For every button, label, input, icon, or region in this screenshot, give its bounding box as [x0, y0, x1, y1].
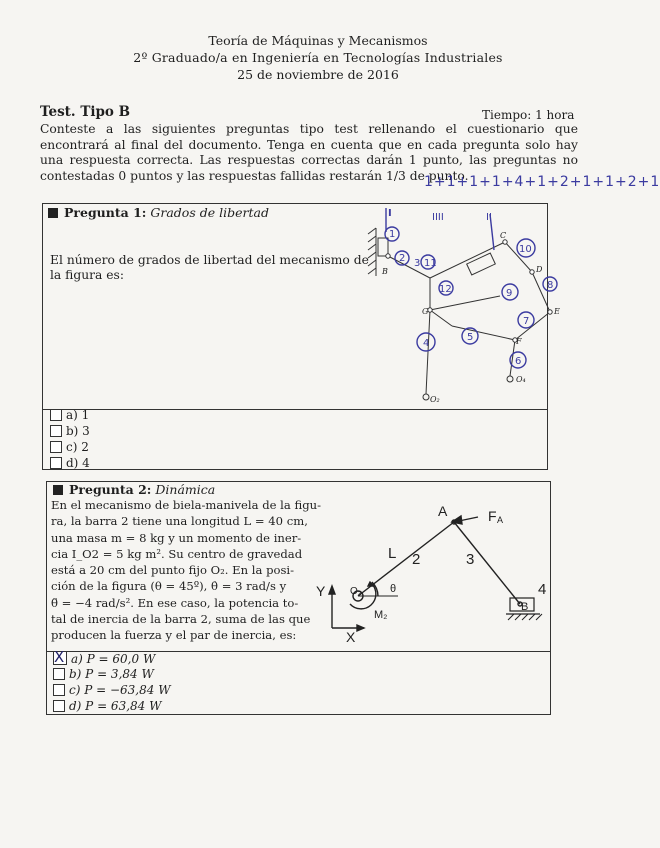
- checkbox[interactable]: [50, 425, 62, 437]
- handwritten-sum: 1+1+1+1+4+1+2+1+1+2+1: [424, 174, 660, 190]
- q2-option-b[interactable]: [53, 667, 154, 681]
- question-2-topic: Dinámica: [155, 482, 216, 497]
- question-2-header: [53, 482, 215, 497]
- ground-pivot-o2: [423, 394, 429, 400]
- label-m2: M₂: [374, 609, 388, 621]
- ground-hatch: [508, 614, 542, 620]
- text-line: tal de inercia de la barra 2, suma de las que: [51, 612, 311, 627]
- checkbox[interactable]: [53, 648, 67, 666]
- option-text: a) 1: [66, 408, 90, 422]
- ink-label: 2: [399, 253, 406, 264]
- label-x: X: [346, 629, 356, 645]
- instructions: Conteste a las siguientes preguntas tipo test rellenando el cuestionario que encontrará al final del documento. Tenga en cuenta que en cada pregunta solo hay una respuesta correcta. Las respuestas correctas darán 1 punto, las preguntas no contestadas 0 puntos y las respuestas fallidas restarán 1/3 de punto.: [40, 122, 578, 183]
- link: [452, 326, 515, 340]
- mechanism-figure: [360, 206, 570, 406]
- ink-label: 12: [439, 284, 452, 295]
- point-label: O₄: [516, 375, 526, 384]
- point-label: C: [500, 231, 507, 240]
- test-title: Test. Tipo B: [40, 104, 131, 120]
- label-a: A: [438, 503, 448, 519]
- label-y: Y: [316, 583, 326, 599]
- label-theta: θ: [390, 583, 397, 595]
- label-o2: O₂: [350, 586, 362, 597]
- point-label: O₂: [430, 395, 440, 404]
- q2-option-c[interactable]: [53, 683, 171, 697]
- point-label: G: [422, 307, 429, 316]
- question-1-text-line-1: El número de grados de libertad del mecanismo de: [50, 253, 369, 267]
- checkbox[interactable]: [53, 668, 65, 680]
- degree-title: 2º Graduado/a en Ingeniería en Tecnologías Industriales: [133, 50, 503, 65]
- link: [430, 296, 500, 310]
- test-time: Tiempo: 1 hora: [482, 108, 575, 122]
- point-label: D: [536, 265, 543, 274]
- q1-option-d[interactable]: [50, 456, 90, 470]
- checkbox[interactable]: [53, 700, 65, 712]
- text-line: θ̈ = −4 rad/s². En ese caso, la potencia to-: [51, 595, 299, 610]
- ink-label: II: [486, 212, 492, 223]
- link: [430, 310, 452, 326]
- link: [426, 310, 430, 394]
- ink-label: 4: [423, 338, 430, 349]
- ink-label: IIII: [432, 212, 444, 223]
- question-2-text: [51, 497, 321, 644]
- option-text: d) P = 63,84 W: [69, 699, 162, 713]
- ink-label: 1: [389, 229, 396, 240]
- arrowhead: [357, 625, 364, 631]
- option-text: c) P = −63,84 W: [69, 683, 171, 697]
- text-line: ra, la barra 2 tiene una longitud L = 40 cm,: [51, 514, 308, 529]
- text-line: En el mecanismo de biela-manivela de la figu-: [51, 498, 322, 512]
- selected-mark: X: [54, 648, 65, 666]
- option-text: d) 4: [66, 456, 90, 470]
- course-title: Teoría de Máquinas y Mecanismos: [208, 33, 428, 48]
- ink-label: 5: [467, 332, 474, 343]
- ink-label: 3: [414, 258, 421, 269]
- point-label: E: [554, 307, 560, 316]
- text-line: una masa m = 8 kg y un momento de iner-: [51, 530, 302, 545]
- square-bullet-icon: [48, 208, 58, 218]
- q1-option-b[interactable]: [50, 424, 90, 438]
- exam-date: 25 de noviembre de 2016: [237, 67, 399, 82]
- arrowhead: [329, 586, 335, 594]
- question-1-topic: Grados de libertad: [150, 205, 269, 220]
- divider: [43, 409, 547, 410]
- ink-label: 6: [515, 356, 522, 367]
- ground-pivot-o4: [507, 376, 513, 382]
- question-1-label: Pregunta 1:: [64, 205, 147, 220]
- text-line: cia I_O2 = 5 kg m². Su centro de gravedad: [51, 546, 303, 561]
- slider-block: [378, 238, 388, 256]
- slider-block: [467, 253, 496, 275]
- ink-label: 9: [506, 288, 513, 299]
- option-text: b) 3: [66, 424, 90, 438]
- slider-crank-figure: [312, 500, 548, 646]
- label-l: L: [388, 545, 397, 562]
- checkbox[interactable]: [50, 409, 62, 421]
- ink-label: 11: [424, 258, 437, 269]
- text-line: está a 20 cm del punto fijo O₂. En la posi-: [51, 563, 295, 578]
- option-text: a) P = 60,0 W: [71, 652, 156, 666]
- q2-option-a[interactable]: [53, 648, 156, 666]
- q1-option-c[interactable]: [50, 440, 89, 454]
- point-label: F: [516, 337, 522, 346]
- q2-option-d[interactable]: [53, 699, 161, 713]
- ink-label: 10: [519, 244, 532, 255]
- text-line: ción de la figura (θ = 45º), θ̇ = 3 rad/s y: [51, 579, 287, 594]
- point-label: B: [382, 267, 388, 276]
- option-text: c) 2: [66, 440, 89, 454]
- q1-option-a[interactable]: [50, 408, 89, 422]
- question-2-label: Pregunta 2:: [69, 482, 152, 497]
- question-1-text-line-2: la figura es:: [50, 268, 125, 282]
- checkbox[interactable]: [50, 457, 62, 469]
- option-text: b) P = 3,84 W: [69, 667, 154, 681]
- question-1-header: [48, 205, 269, 220]
- label-link-4: 4: [538, 581, 547, 598]
- ink-label: 8: [547, 280, 554, 291]
- label-fa: F: [488, 508, 497, 524]
- wall-hatch: [368, 228, 376, 274]
- checkbox[interactable]: [53, 684, 65, 696]
- checkbox[interactable]: [50, 441, 62, 453]
- text-line: producen la fuerza y el par de inercia, es:: [51, 628, 297, 643]
- square-bullet-icon: [53, 485, 63, 495]
- ink-label: 7: [523, 316, 530, 327]
- link-3: [454, 522, 520, 604]
- label-fa-sub: A: [497, 515, 504, 525]
- ink-label: I: [388, 208, 392, 219]
- label-link-2: 2: [412, 551, 421, 568]
- label-link-3: 3: [466, 551, 475, 568]
- label-b: B: [521, 601, 529, 613]
